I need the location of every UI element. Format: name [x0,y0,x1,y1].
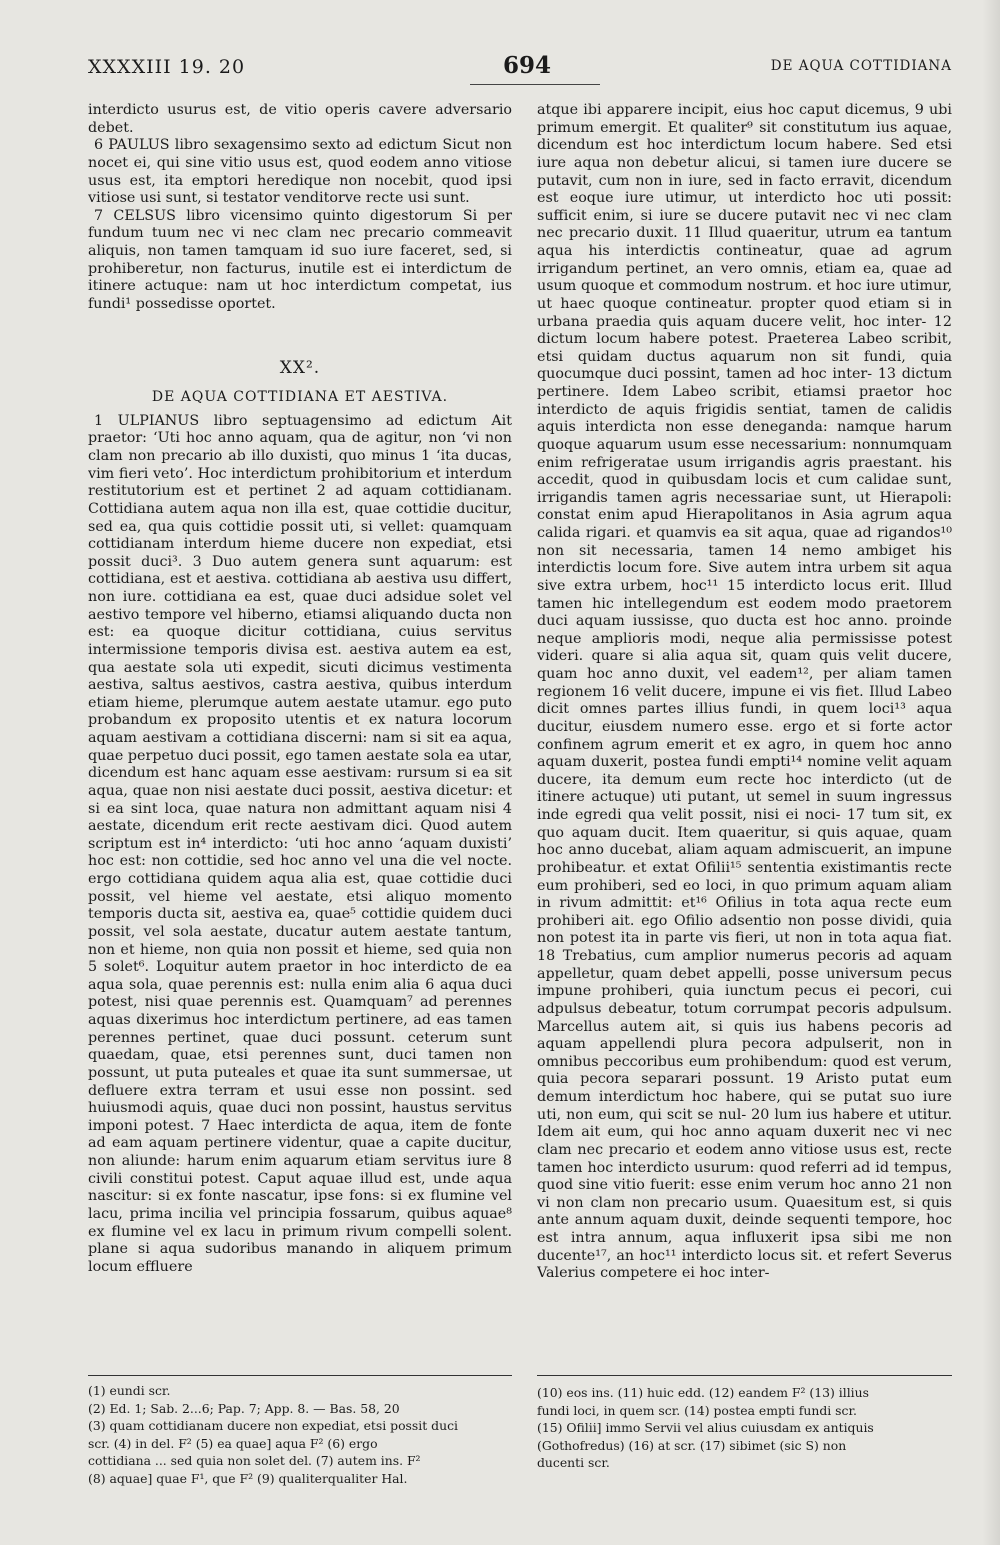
footnote-line: (3) quam cottidianam ducere non expediat, etsi possit duci [88,1418,458,1433]
footnote-line: scr. (4) in del. F² (5) ea quae] aqua F² (6) ergo [88,1435,378,1451]
right-paragraph: atque ibi apparere incipit, eius hoc caput dicemus, 9 ubi primum emergit. Et qualiter⁹ sit constitutum ius aquae, dicendum est hoc interdictum locum habere. Sed etsi iure aqua non debetur alicui, si tamen iure ducere se putavit, cum non in iure, sed in facto erravit, dicendum est eoque iure utimur, ut interdicto hoc uti possit: sufficit enim, si iure se ducere putavit nec vi nec clam nec precario duxit. 11 Illud quaeritur, utrum ea tantum aqua his interdictis contineatur, quae ad agrum irrigandum pertinet, an vero omnis, etiam ea, quae ad usum quoque et commodum nostrum. et hoc iure utimur, ut haec quoque contineatur. propter quod etiam si in urbana praedia quis aquam ducere velit, hoc inter- 12 dictum locum habere potest. Praeterea Labeo scribit, etsi quidam ductus aquarum non sit fundi, quia quocumque duci possint, tamen ad hoc inter- 13 dictum pertinere. Idem Labeo scribit, etiamsi praetor hoc interdicto de aquis frigidis sentiat, tamen de calidis aquis interdicta non esse deneganda: namque harum quoque aquarum usum esse necessarium: nonnumquam enim refrigeratae usum irrigandis agris praestant. his accedit, quod in quibusdam locis et cum calidae sunt, irrigandis tamen agris necessariae sunt, ut Hierapoli: constat enim apud Hierapolitanos in Asia agrum aqua calida rigari. et quamvis ea sit aqua, quae ad rigandos¹⁰ non sit necessaria, tamen 14 nemo ambiget his interdictis locum fore. Sive autem intra urbem sit aqua sive extra urbem, hoc¹¹ 15 interdicto locus erit. Illud tamen hic intellegendum est eodem modo praetorem duci aquam iussisse, quo ducta est hoc anno. proinde neque amplioris modi, neque alia permississe potest videri. quare si alia aqua sit, quam quis velit ducere, quam hoc anno duxit, vel eadem¹², per aliam tamen regionem 16 velit ducere, impune ei vis fiet. Illud Labeo dicit omnes partes illius fundi, in quem loci¹³ aqua ducitur, eiusdem numero esse. ergo et si forte actor confinem agrum emerit et ex agro, in quem hoc anno aquam duxerit, postea fundi empti¹⁴ nomine velit aquam ducere, ita demum eum recte hoc interdicto (ut de itinere actuque) uti putant, ut semel in suum ingressus inde egredi qua velit possit, nisi ei noci- 17 tum sit, ex quo aquam ducit. Item quaeritur, si quis aquae, quam hoc anno ducebat, aliam aquam admiscuerit, an impune prohibeatur. et extat Ofilii¹⁵ sententia existimantis recte eum prohiberi, sed eo loci, in quo primum aquam aliam in rivum admittit: et¹⁶ Ofilius in tota aqua recte eum prohiberi ait. ego Ofilio adsentio non posse dividi, quia non potest ita in parte vis fieri, ut non in tota aqua fiat. 18 Trebatius, cum amplior numerus pecoris ad aquam appelletur, quam debet appelli, posse universum pecus impune prohiberi, quia iunctum pecus ei pecori, cui adpulsus debeatur, totum corrumpat pecoris adpulsum. Marcellus autem ait, si quis ius habens pecoris ad aquam appellendi plura pecora adpulserit, non in omnibus peccoribus eum prohibendum: quod est verum, quia pecora separari possunt. 19 Aristo putat eum demum interdictum hoc habere, qui se putat suo iure uti, non eum, qui scit se nul- 20 lum ius habere et utitur. Idem ait eum, qui hoc anno aquam duxerit nec vi nec clam nec precario et eodem anno vitiose usus est, recte tamen hoc interdicto usurum: quod referri ad id tempus, quod sine vitio fuerit: esse enim verum hoc anno 21 non vi non clam non precario usum. Quaesitum est, si quis ante annum aquam duxit, deinde sequenti tempore, hoc est intra annum, aqua influxerit ipsa sibi me non ducente¹⁷, an hoc¹¹ interdicto locus sit. et refert Severus Valerius competere ei hoc inter- [537,102,952,1282]
left-column [88,102,512,1382]
page-edge-shadow [982,0,1000,1545]
section-spacer [88,314,512,360]
footnote-rule-left [88,1375,512,1376]
header-rule [470,84,600,85]
page-number: 694 [503,52,552,79]
footnote-rule-right [537,1375,952,1376]
left-paragraph: 7 CELSUS libro vicensimo quinto digestorum Si per fundum tuum nec vi nec clam nec precario commeavit aliquis, non tamen tamquam id suo iure faceret, sed, si prohiberetur, non facturus, inutile est ei interdictum de itinere actuque: nam ut hoc interdictum competat, ius fundi¹ possedisse oportet. [88,207,512,312]
footnote-line: (Gothofredus) (16) at scr. (17) sibimet (sic S) non [537,1437,847,1453]
footnote-line: (15) Ofilii] immo Servii vel alius cuiusdam ex antiquis [537,1420,874,1435]
section-title: DE AQUA COTTIDIANA ET AESTIVA. [151,389,449,406]
section-number: XX². [279,357,321,378]
left-paragraph: 1 ULPIANUS libro septuagensimo ad edictum Ait praetor: ‘Uti hoc anno aquam, qua de agitur, non ‘vi non clam non precario ab illo duxisti, quo minus 1 ‘ita ducas, vim fieri veto’. Hoc interdictum prohibitorium et interdum restitutorium est et pertinet 2 ad aquam cottidianam. Cottidiana autem aqua non illa est, quae cottidie ducitur, sed ea, qua quis cottidie possit uti, si vellet: quamquam cottidianam interdum hieme ducere non expediat, etsi possit duci³. 3 Duo autem genera sunt aquarum: est cottidiana, est et aestiva. cottidiana ab aestiva usu differt, non iure. cottidiana ea est, quae duci adsidue solet vel aestivo tempore vel hiberno, etiamsi aliquando ducta non est: ea quoque dicitur cottidiana, cuius servitus intermissione temporis divisa est. aestiva autem ea est, qua aestate sola uti expedit, sicuti dicimus vestimenta aestiva, saltus aestivos, castra aestiva, quibus interdum etiam hieme, plerumque autem aestate utamur. ego puto probandum ex proposito utentis et ex natura locorum aquam aestivam a cottidiana discerni: nam si sit ea aqua, quae perpetuo duci possit, ego tamen aestate sola ea utar, dicendum est hanc aquam esse aestivam: rursum si ea sit aqua, quae non nisi aestate duci possit, aestiva dicetur: et si ea sint loca, quae natura non admittant aquam nisi 4 aestate, dicendum erit recte aestivam dici. Quod autem scriptum est in⁴ interdicto: ‘uti hoc anno ‘aquam duxisti’ hoc est: non cottidie, sed hoc anno vel una die vel nocte. ergo cottidiana quidem aqua alia est, quae cottidie duci possit, vel hieme vel aestate, etsi aliquo momento temporis ducta sit, aestiva ea, quae⁵ cottidie quidem duci possit, vel sola aestate, ducatur autem aestate tantum, non et hieme, non quia non possit et hieme, sed quia non 5 solet⁶. Loquitur autem praetor in hoc interdicto de ea aqua sola, quae perennis est: nulla enim alia 6 aqua duci potest, nisi quae perennis est. Quamquam⁷ ad perennes aquas dixerimus hoc interdictum pertinere, ad eas tamen perennes pertinet, quae duci possunt. ceterum sunt quaedam, quae, etsi perennes sunt, duci tamen non possunt, ut puta puteales et quae ita sunt summersae, ut defluere extra terram et usui esse non possint. sed huiusmodi aquis, quae duci non possint, haustus servitus imponi potest. 7 Haec interdicta de aqua, item de fonte ad eam aquam pertinere videntur, quae a capite ducitur, non aliunde: harum enim aquarum etiam servitus iure 8 civili constitui potest. Caput aquae illud est, unde aqua nascitur: si ex fonte nascatur, ipse fons: si ex flumine vel lacu, prima incilia vel principia fossarum, quibus aquae⁸ ex flumine vel ex lacu in primum rivum compelli solent. plane si aqua sudoribus manando in aliquem primum locum effluere [88,412,512,1275]
footnote-line: (2) Ed. 1; Sab. 2...6; Pap. 7; App. 8. — Bas. 58, 20 [88,1400,400,1416]
footnote-line: cottidiana ... sed quia non solet del. (7) autem ins. F² [88,1453,421,1468]
footnotes-left [88,1382,512,1487]
left-paragraph: 6 PAULUS libro sexagensimo sexto ad edictum Sicut non nocet ei, qui sine vitio usus est, quod eodem anno vitiose usus est, ita emptori heredique non nocebit, quod ipsi vitiose usi sunt, si testator venditorve recte usi sunt. [88,137,512,207]
footnote-line: (10) eos ins. (11) huic edd. (12) eandem F² (13) illius [537,1385,869,1400]
footnote-line: fundi loci, in quem scr. (14) postea empti fundi scr. [537,1402,857,1418]
left-paragraph: interdicto usurus est, de vitio operis cavere adversario debet. [88,102,512,136]
right-column [537,102,952,1382]
header-citation: XXXXIII 19. 20 [88,56,246,78]
footnote-line: ducenti scr. [537,1455,610,1470]
running-header [88,52,952,90]
footnote-line: (8) aquae] quae F¹, que F² (9) qualiterqualiter Hal. [88,1470,408,1486]
footnotes-right [537,1384,952,1472]
footnote-line: (1) eundi scr. [88,1383,171,1398]
header-title: DE AQUA COTTIDIANA [770,58,952,74]
